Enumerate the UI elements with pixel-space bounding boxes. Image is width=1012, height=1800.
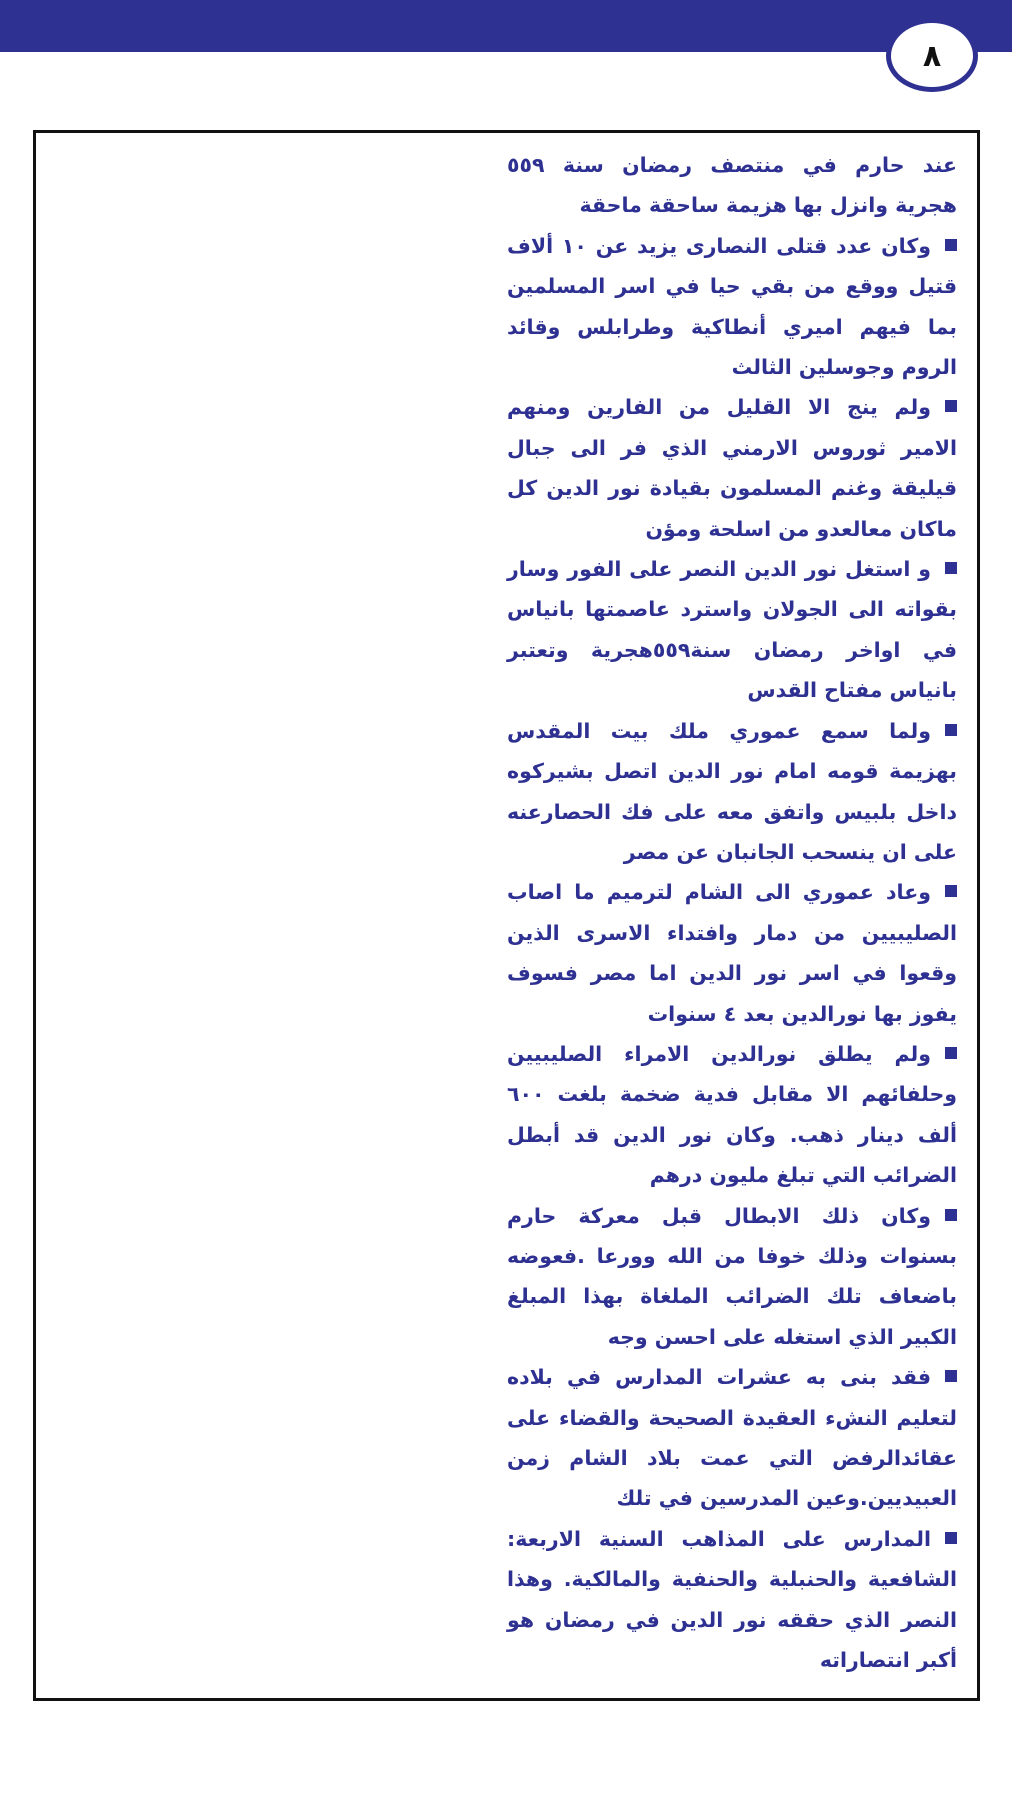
- paragraph-text: ولما سمع عموري ملك بيت المقدس بهزيمة قومه امام نور الدين اتصل بشيركوه داخل بلبيس واتفق معه على فك الحصارعنه على ان ينسحب الجانبان عن مصر: [507, 718, 957, 864]
- paragraph-text: المدارس على المذاهب السنية الاربعة: الشافعية والحنبلية والحنفية والمالكية. وهذا النصر الذي حققه نور الدين في رمضان هو أكبر انتصاراته: [507, 1526, 957, 1673]
- paragraph: [507, 1519, 957, 1681]
- paragraph: [507, 1357, 957, 1519]
- paragraph-text: ولم يطلق نورالدين الامراء الصليبيين وحلفائهم الا مقابل فدية ضخمة بلغت ٦٠٠ ألف دينار ذهب. وكان نور الدين قد أبطل الضرائب التي تبلغ مليون درهم: [507, 1041, 957, 1188]
- paragraph-text: و استغل نور الدين النصر على الفور وسار بقواته الى الجولان واسترد عاصمتها بانياس في اواخر رمضان سنة٥٥٩هجرية وتعتبر بانياس مفتاح القدس: [507, 557, 957, 703]
- square-bullet-icon: [945, 400, 957, 412]
- paragraph-text: فقد بنى به عشرات المدارس في بلاده لتعليم النشء العقيدة الصحيحة والقضاء على عقائدالرفض التي عمت بلاد الشام زمن العبيديين.وعين المدرسين في تلك: [507, 1365, 957, 1511]
- paragraph: [507, 1196, 957, 1358]
- article-text: [507, 145, 957, 1680]
- paragraph-text: وكان عدد قتلى النصارى يزيد عن ١٠ ألاف قتيل ووقع من بقي حيا في اسر المسلمين بما فيهم اميري أنطاكية وطرابلس وقائد الروم وجوسلين الثالث: [507, 233, 957, 380]
- paragraph: [507, 549, 957, 711]
- content-box: [33, 130, 980, 1701]
- page-number-badge: [886, 20, 978, 92]
- paragraph: [507, 387, 957, 549]
- header-bar: [0, 0, 1012, 52]
- paragraph: [507, 145, 957, 226]
- square-bullet-icon: [945, 1209, 957, 1221]
- paragraph-text: عند حارم في منتصف رمضان سنة ٥٥٩ هجرية وانزل بها هزيمة ساحقة ماحقة: [507, 153, 957, 218]
- paragraph-text: وعاد عموري الى الشام لترميم ما اصاب الصليبيين من دمار وافتداء الاسرى الذين وقعوا في اسر نور الدين اما مصر فسوف يفوز بها نورالدين بعد ٤ سنوات: [507, 880, 957, 1026]
- square-bullet-icon: [945, 1370, 957, 1382]
- paragraph: [507, 226, 957, 388]
- page-number: ٨: [922, 39, 942, 74]
- square-bullet-icon: [945, 885, 957, 897]
- paragraph: [507, 872, 957, 1034]
- square-bullet-icon: [945, 1047, 957, 1059]
- paragraph: [507, 711, 957, 873]
- square-bullet-icon: [945, 724, 957, 736]
- paragraph: [507, 1034, 957, 1196]
- square-bullet-icon: [945, 239, 957, 251]
- square-bullet-icon: [945, 1532, 957, 1544]
- paragraph-text: ولم ينج الا القليل من الفارين ومنهم الامير ثوروس الارمني الذي فر الى جبال قيليقة وغنم المسلمون بقيادة نور الدين كل ماكان معالعدو من اسلحة ومؤن: [507, 395, 957, 541]
- paragraph-text: وكان ذلك الابطال قبل معركة حارم بسنوات وذلك خوفا من الله وورعا .فعوضه باضعاف تلك الضرائب الملغاة بهذا المبلغ الكبير الذي استغله على احسن وجه: [507, 1203, 957, 1349]
- square-bullet-icon: [945, 562, 957, 574]
